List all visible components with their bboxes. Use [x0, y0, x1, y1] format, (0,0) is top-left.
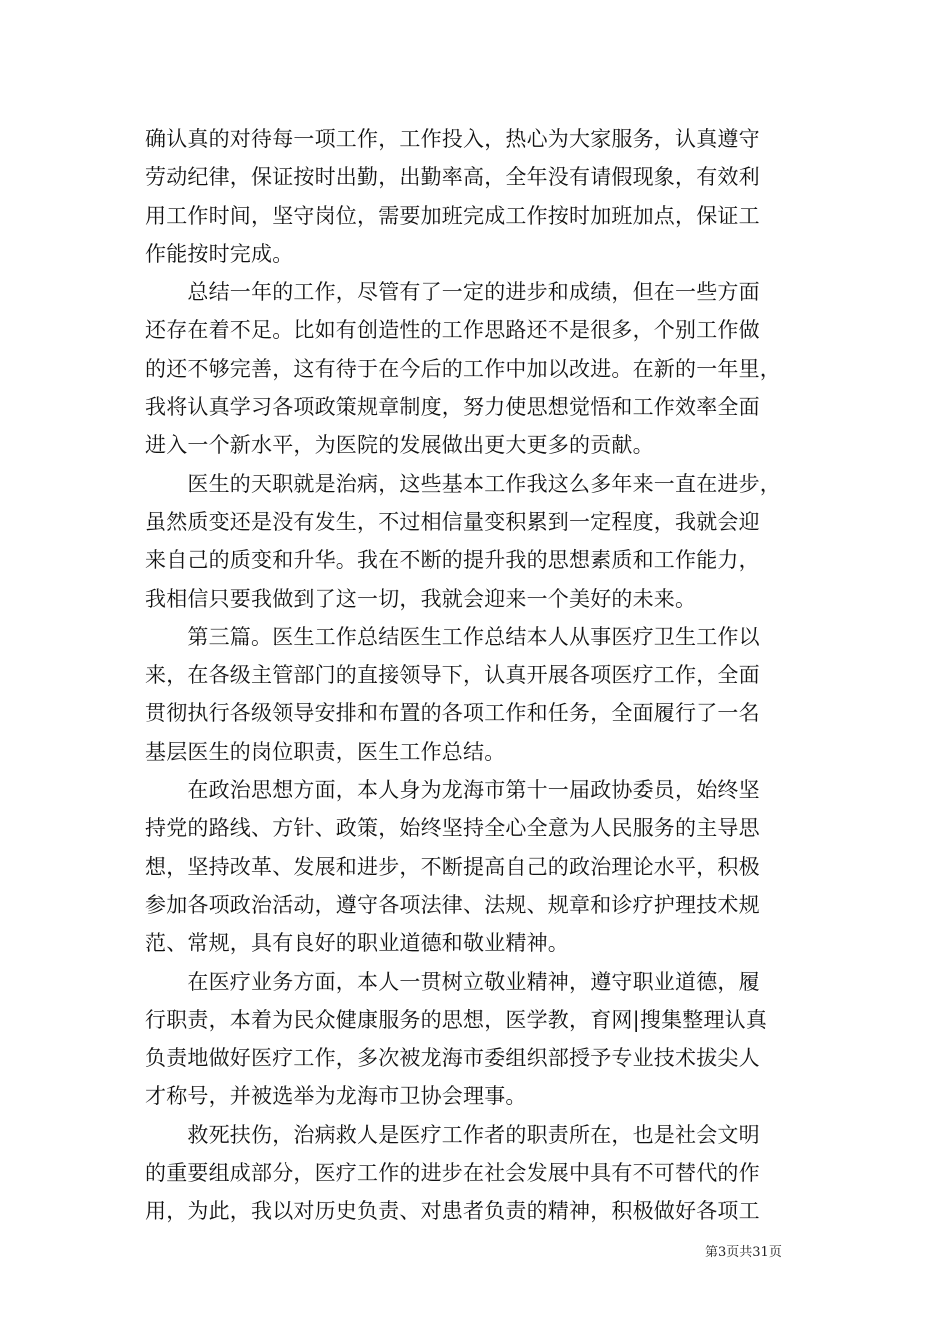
text-line: 参加各项政治活动，遵守各项法律、法规、规章和诊疗护理技术规	[145, 892, 760, 917]
text-line: 贯彻执行各级领导安排和布置的各项工作和任务，全面履行了一名	[145, 701, 760, 726]
document-body	[145, 120, 810, 1231]
text-line: 确认真的对待每一项工作，工作投入，热心为大家服务，认真遵守	[145, 127, 760, 151]
text-line: 总结一年的工作，尽管有了一定的进步和成绩，但在一些方面	[145, 280, 760, 305]
text-line: 用工作时间，坚守岗位，需要加班完成工作按时加班加点，保证工	[145, 203, 760, 228]
text-line: 在医疗业务方面，本人一贯树立敬业精神，遵守职业道德，履	[145, 969, 760, 994]
text-line: 来，在各级主管部门的直接领导下，认真开展各项医疗工作，全面	[145, 663, 760, 688]
text-line: 用，为此，我以对历史负责、对患者负责的精神，积极做好各项工	[145, 1199, 760, 1224]
text-line: 的重要组成部分，医疗工作的进步在社会发展中具有不可替代的作	[145, 1161, 760, 1186]
text-line: 作能按时完成。	[145, 241, 294, 266]
text-line: 进入一个新水平，为医院的发展做出更大更多的贡献。	[145, 433, 654, 458]
text-line: 的还不够完善，这有待于在今后的工作中加以改进。在新的一年里，	[145, 356, 781, 381]
text-line: 我将认真学习各项政策规章制度，努力使思想觉悟和工作效率全面	[145, 395, 760, 420]
text-line: 基层医生的岗位职责，医生工作总结。	[145, 739, 506, 764]
text-line: 负责地做好医疗工作，多次被龙海市委组织部授予专业技术拔尖人	[145, 1046, 760, 1071]
text-line: 行职责，本着为民众健康服务的思想，医学教，育网|搜集整理认真	[145, 1007, 768, 1032]
text-line: 来自己的质变和升华。我在不断的提升我的思想素质和工作能力，	[145, 548, 760, 573]
page-number-footer: 第3页共31页	[705, 1245, 782, 1260]
text-line: 我相信只要我做到了这一切，我就会迎来一个美好的未来。	[145, 586, 697, 611]
text-line: 持党的路线、方针、政策，始终坚持全心全意为人民服务的主导思	[145, 816, 760, 841]
text-line: 才称号，并被选举为龙海市卫协会理事。	[145, 1084, 527, 1109]
text-line: 劳动纪律，保证按时出勤，出勤率高，全年没有请假现象，有效利	[145, 165, 760, 190]
text-line: 想，坚持改革、发展和进步，不断提高自己的政治理论水平，积极	[145, 854, 760, 879]
text-line: 还存在着不足。比如有创造性的工作思路还不是很多，个别工作做	[145, 318, 760, 343]
text-line: 在政治思想方面，本人身为龙海市第十一届政协委员，始终坚	[145, 778, 760, 803]
text-line: 第三篇。医生工作总结医生工作总结本人从事医疗卫生工作以	[145, 624, 760, 649]
text-line: 救死扶伤，治病救人是医疗工作者的职责所在，也是社会文明	[145, 1122, 760, 1147]
text-line: 医生的天职就是治病，这些基本工作我这么多年来一直在进步，	[145, 471, 781, 496]
text-line: 虽然质变还是没有发生，不过相信量变积累到一定程度，我就会迎	[145, 509, 760, 534]
text-line: 范、常规，具有良好的职业道德和敬业精神。	[145, 931, 569, 956]
